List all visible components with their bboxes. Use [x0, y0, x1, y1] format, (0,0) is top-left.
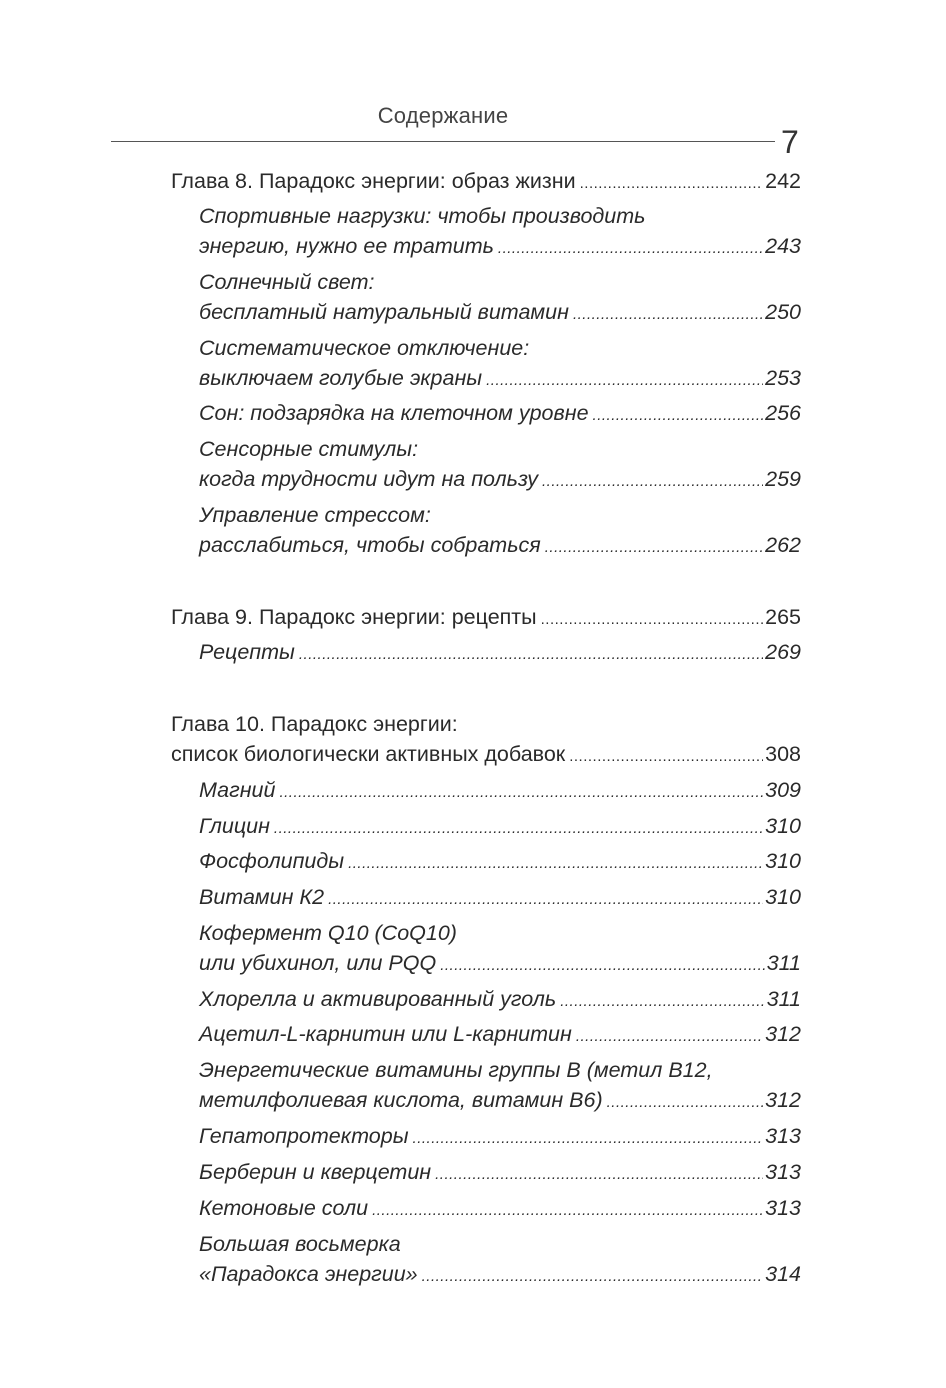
toc-entry-line [199, 500, 801, 530]
toc-section-entry [199, 201, 801, 264]
toc-page-number: 313 [765, 1196, 801, 1220]
toc-section-entry [199, 1055, 801, 1118]
toc-section-entry [199, 811, 801, 844]
toc-entry-title: Магний [199, 778, 276, 802]
toc-entry-title: Берберин и кверцетин [199, 1160, 432, 1184]
toc-page-number: 312 [765, 1022, 801, 1046]
dot-leader [422, 1262, 763, 1292]
toc-entry-line [199, 398, 801, 431]
toc-section-entry [199, 267, 801, 330]
toc-page-number: 243 [765, 234, 801, 258]
toc-entry-line [199, 363, 801, 396]
toc-page-number: 314 [765, 1262, 801, 1286]
toc-entry-line [199, 231, 801, 264]
toc-entry-title: список биологически активных добавок [171, 742, 566, 766]
dot-leader [541, 605, 764, 635]
toc-entry-title: когда трудности идут на пользу [199, 467, 538, 491]
toc-entry-title: Спортивные нагрузки: чтобы производить [199, 204, 646, 228]
toc-page-number: 309 [765, 778, 801, 802]
toc-entry-title: Витамин К2 [199, 885, 325, 909]
toc-page-number: 256 [765, 401, 801, 425]
toc-entry-line [199, 918, 801, 948]
toc-entry-title: бесплатный натуральный витамин [199, 300, 569, 324]
toc-page-number: 269 [765, 640, 801, 664]
toc-entry-title: метилфолиевая кислота, витамин В6) [199, 1088, 603, 1112]
toc-entry-title: Фосфолипиды [199, 849, 345, 873]
dot-leader [607, 1088, 764, 1118]
toc-entry-line [199, 297, 801, 330]
toc-entry-line [199, 1055, 801, 1085]
dot-leader [279, 778, 763, 808]
toc-section-entry [199, 434, 801, 497]
toc-page-number: 265 [765, 605, 801, 629]
dot-leader [435, 1160, 763, 1190]
page-number: 7 [781, 124, 799, 160]
dot-leader [576, 1022, 763, 1052]
toc-section-entry [199, 637, 801, 670]
toc-page-number: 262 [765, 533, 801, 557]
toc-section-entry [199, 1229, 801, 1292]
toc-entry-line [199, 267, 801, 297]
toc-entry-title: Большая восьмерка [199, 1232, 401, 1256]
toc-page-number: 310 [765, 849, 801, 873]
toc-page-number: 253 [765, 366, 801, 390]
dot-leader [274, 814, 763, 844]
toc-entry-title: Глава 10. Парадокс энергии: [171, 712, 458, 736]
toc-entry-line [199, 1085, 801, 1118]
toc-entry-title: выключаем голубые экраны [199, 366, 483, 390]
toc-entry-line [199, 948, 801, 981]
toc-entry-title: Гепатопротекторы [199, 1124, 409, 1148]
toc-entry-title: Хлорелла и активированный уголь [199, 987, 557, 1011]
toc-page-number: 310 [765, 814, 801, 838]
toc-section-entry [199, 1019, 801, 1052]
dot-leader [545, 533, 763, 563]
toc-entry-title: или убихинол, или PQQ [199, 951, 437, 975]
toc-entry-line [171, 739, 801, 772]
dot-leader [560, 987, 765, 1017]
dot-leader [413, 1124, 764, 1154]
toc-entry-title: Систематическое отключение: [199, 336, 530, 360]
toc-entry-line [171, 602, 801, 635]
toc-entry-line [199, 1259, 801, 1292]
toc-page-number: 311 [766, 987, 801, 1011]
toc-entry-line [199, 333, 801, 363]
toc-page-number: 312 [765, 1088, 801, 1112]
toc-entry-line [199, 201, 801, 231]
toc-chapter-entry [171, 709, 801, 772]
toc-entry-title: Кофермент Q10 (CoQ10) [199, 921, 457, 945]
dot-leader [372, 1196, 763, 1226]
header-rule [111, 141, 775, 142]
toc-entry-line [199, 1019, 801, 1052]
toc-section-entry [199, 398, 801, 431]
toc-entry-line [199, 464, 801, 497]
toc-entry-line [199, 1193, 801, 1226]
toc-entry-title: энергию, нужно ее тратить [199, 234, 494, 258]
toc-entry-line [199, 1229, 801, 1259]
toc-section-entry [199, 882, 801, 915]
toc-entry-title: Солнечный свет: [199, 270, 375, 294]
dot-leader [569, 742, 763, 772]
toc-page-number: 310 [765, 885, 801, 909]
toc-chapter-entry [171, 166, 801, 199]
toc-section-entry [199, 1157, 801, 1190]
dot-leader [498, 234, 763, 264]
dot-leader [348, 849, 763, 879]
toc-page-number: 250 [765, 300, 801, 324]
dot-leader [593, 401, 764, 431]
toc-entry-line [199, 811, 801, 844]
toc-entry-line [199, 775, 801, 808]
toc-page-number: 259 [765, 467, 801, 491]
toc-entry-title: Управление стрессом: [199, 503, 431, 527]
toc-section-entry [199, 846, 801, 879]
toc-entry-line [171, 709, 801, 739]
toc-entry-title: Сенсорные стимулы: [199, 437, 419, 461]
toc-entry-line [199, 846, 801, 879]
toc-section-entry [199, 1121, 801, 1154]
toc-page-number: 313 [765, 1160, 801, 1184]
toc-entry-title: Глава 9. Парадокс энергии: рецепты [171, 605, 537, 629]
toc-entry-title: Глицин [199, 814, 270, 838]
toc-section-entry [199, 1193, 801, 1226]
toc-section-entry [199, 775, 801, 808]
toc-entry-title: Рецепты [199, 640, 295, 664]
toc-section-entry [199, 333, 801, 396]
toc-page-number: 313 [765, 1124, 801, 1148]
toc-chapter-entry [171, 602, 801, 635]
toc-entry-title: Кетоновые соли [199, 1196, 369, 1220]
toc-entry-title: Сон: подзарядка на клеточном уровне [199, 401, 589, 425]
dot-leader [299, 640, 763, 670]
toc-entry-line [199, 1121, 801, 1154]
toc-entry-line [199, 530, 801, 563]
toc-entry-line [199, 637, 801, 670]
dot-leader [573, 300, 763, 330]
toc-entry-title: Ацетил-L-карнитин или L-карнитин [199, 1022, 572, 1046]
toc-entry-line [199, 1157, 801, 1190]
toc-section-entry [199, 500, 801, 563]
toc-page-number: 308 [765, 742, 801, 766]
running-title: Содержание [377, 103, 509, 128]
toc-page-number: 242 [765, 169, 801, 193]
toc-entry-title: расслабиться, чтобы собраться [199, 533, 541, 557]
dot-leader [580, 169, 763, 199]
toc-entry-title: Глава 8. Парадокс энергии: образ жизни [171, 169, 576, 193]
toc-section-entry [199, 984, 801, 1017]
toc-entry-line [199, 882, 801, 915]
dot-leader [486, 366, 763, 396]
toc-entry-title: «Парадокса энергии» [199, 1262, 418, 1286]
toc-section-entry [199, 918, 801, 981]
dot-leader [440, 951, 765, 981]
toc-entry-line [171, 166, 801, 199]
toc-entry-title: Энергетические витамины группы В (метил В12, [199, 1058, 713, 1082]
dot-leader [542, 467, 763, 497]
dot-leader [328, 885, 763, 915]
toc-page-number: 311 [766, 951, 801, 975]
toc-entry-line [199, 984, 801, 1017]
toc-entry-line [199, 434, 801, 464]
